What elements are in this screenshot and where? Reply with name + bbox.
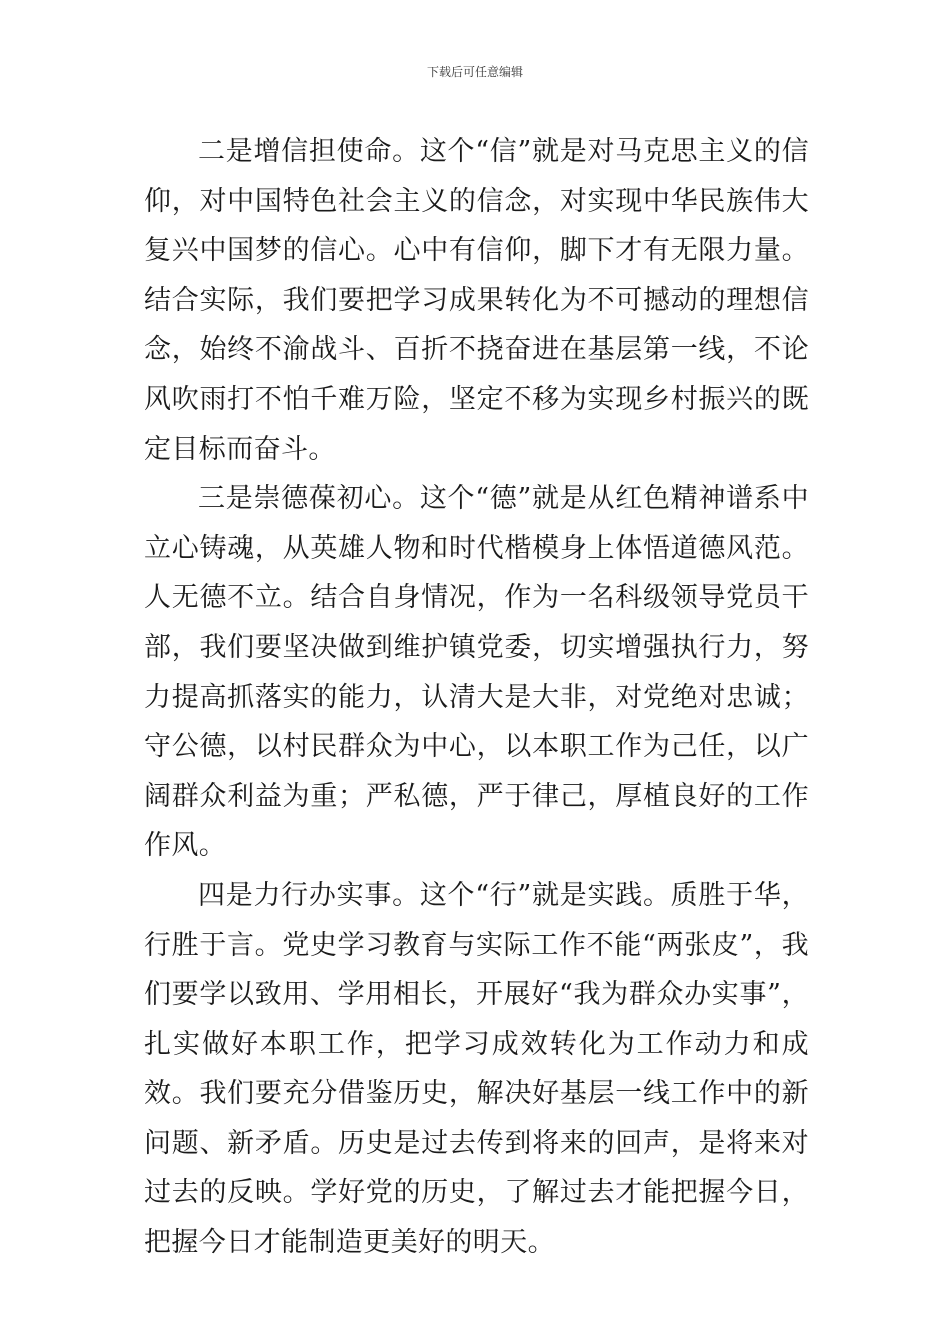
- page-header: 下载后可任意编辑: [426, 65, 523, 79]
- document-body: [144, 127, 809, 1268]
- paragraph-action: 四是力行办实事。这个“行”就是实践。质胜于华，行胜于言。党史学习教育与实际工作不能“两张皮”，我们要学以致用、学用相长，开展好“我为群众办实事”，扎实做好本职工作，把学习成效转化为工作动力和成效。我们要充分借鉴历史，解决好基层一线工作中的新问题、新矛盾。历史是过去传到将来的回声，是将来对过去的反映。学好党的历史，了解过去才能把握今日，把握今日才能制造更美好的明天。: [144, 879, 809, 1259]
- paragraph-virtue: 三是崇德葆初心。这个“德”就是从红色精神谱系中立心铸魂，从英雄人物和时代楷模身上体悟道德风范。人无德不立。结合自身情况，作为一名科级领导党员干部，我们要坚决做到维护镇党委，切实增强执行力，努力提高抓落实的能力，认清大是大非，对党绝对忠诚；守公德，以村民群众为中心，以本职工作为己任，以广阔群众利益为重；严私德，严于律己，厚植良好的工作作风。: [144, 483, 809, 862]
- paragraph-faith: 二是增信担使命。这个“信”就是对马克思主义的信仰，对中国特色社会主义的信念，对实现中华民族伟大复兴中国梦的信心。心中有信仰，脚下才有无限力量。结合实际，我们要把学习成果转化为不可撼动的理想信念，始终不渝战斗、百折不挠奋进在基层第一线，不论风吹雨打不怕千难万险，坚定不移为实现乡村振兴的既定目标而奋斗。: [144, 136, 809, 465]
